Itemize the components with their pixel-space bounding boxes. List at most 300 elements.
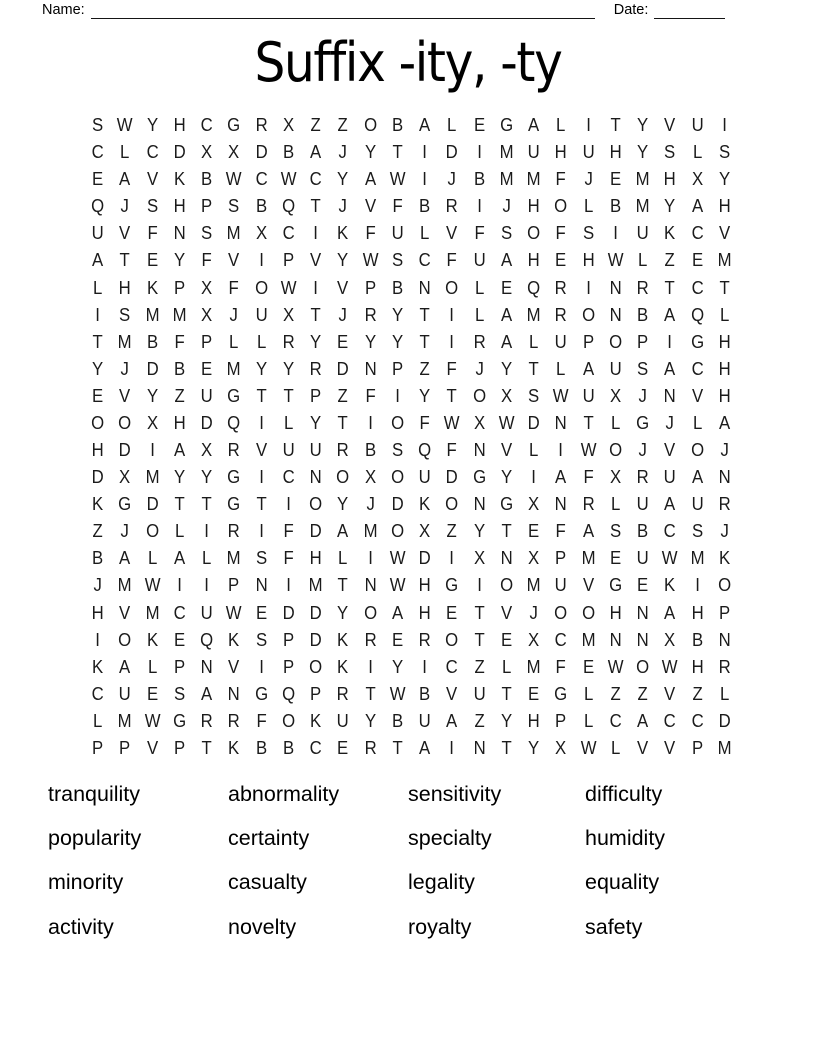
grid-letter: J — [720, 440, 729, 461]
grid-letter: L — [147, 548, 157, 569]
grid-letter: T — [337, 412, 348, 433]
grid-letter: J — [529, 602, 538, 623]
grid-letter: J — [638, 385, 647, 406]
grid-letter: N — [554, 412, 567, 433]
grid-letter: V — [664, 683, 676, 704]
grid-letter: R — [282, 331, 295, 352]
grid-letter: E — [555, 250, 567, 271]
grid-letter: E — [92, 385, 104, 406]
grid-letter: Y — [364, 710, 376, 731]
grid-letter: M — [581, 629, 596, 650]
grid-letter: F — [228, 277, 239, 298]
grid-letter: T — [174, 494, 185, 515]
page-title: Suffix -ity, -ty — [254, 31, 562, 94]
grid-letter: U — [309, 440, 322, 461]
grid-letter: O — [608, 331, 622, 352]
grid-letter: W — [225, 602, 242, 623]
grid-letter: V — [500, 602, 512, 623]
grid-letter: Y — [146, 115, 158, 136]
grid-letter: I — [585, 115, 591, 136]
word-item: royalty — [408, 914, 472, 939]
grid-letter: B — [391, 115, 403, 136]
grid-letter: N — [636, 602, 649, 623]
grid-letter: Q — [200, 629, 214, 650]
grid-letter: R — [636, 467, 649, 488]
grid-letter: Z — [92, 521, 103, 542]
grid-letter: J — [120, 196, 130, 217]
grid-letter: B — [146, 331, 158, 352]
grid-letter: A — [310, 142, 322, 163]
grid-letter: G — [118, 494, 132, 515]
grid-letter: B — [391, 710, 403, 731]
grid-letter: X — [473, 548, 485, 569]
grid-letter: U — [636, 494, 649, 515]
grid-letter: B — [473, 169, 485, 190]
grid-letter: I — [258, 521, 264, 542]
grid-letter: Y — [255, 358, 267, 379]
grid-letter: B — [419, 196, 431, 217]
grid-letter: M — [690, 548, 705, 569]
grid-letter: F — [392, 196, 403, 217]
grid-letter: S — [637, 358, 649, 379]
grid-letter: T — [419, 304, 430, 325]
grid-letter: R — [554, 277, 567, 298]
grid-letter: I — [449, 331, 455, 352]
grid-letter: N — [200, 656, 213, 677]
grid-letter: D — [91, 467, 104, 488]
grid-letter: L — [147, 656, 157, 677]
word-item: safety — [585, 914, 643, 939]
grid-letter: O — [554, 602, 568, 623]
grid-letter: X — [609, 467, 621, 488]
grid-letter: K — [92, 494, 104, 515]
grid-letter: W — [580, 737, 597, 758]
grid-letter: M — [717, 737, 732, 758]
grid-letter: M — [226, 223, 241, 244]
grid-letter: D — [309, 629, 322, 650]
grid-letter: E — [473, 115, 485, 136]
grid-letter: M — [145, 304, 160, 325]
grid-letter: P — [582, 331, 594, 352]
grid-letter: Z — [610, 683, 621, 704]
grid-letter: M — [145, 602, 160, 623]
grid-letter: U — [663, 467, 676, 488]
grid-letter: U — [282, 440, 295, 461]
grid-letter: E — [446, 602, 458, 623]
grid-letter: D — [309, 602, 322, 623]
grid-letter: U — [609, 358, 622, 379]
grid-letter: K — [173, 169, 185, 190]
grid-letter: I — [313, 223, 318, 244]
grid-letter: N — [309, 467, 322, 488]
grid-letter: U — [582, 385, 595, 406]
grid-letter: P — [173, 656, 185, 677]
grid-letter: H — [718, 331, 731, 352]
grid-letter: K — [228, 737, 240, 758]
grid-letter: A — [555, 467, 567, 488]
grid-letter: O — [636, 656, 650, 677]
grid-letter: K — [146, 277, 158, 298]
grid-letter: B — [282, 737, 294, 758]
grid-letter: I — [258, 250, 264, 271]
grid-letter: D — [418, 548, 431, 569]
grid-letter: C — [663, 521, 676, 542]
grid-letter: G — [608, 575, 622, 596]
grid-letter: H — [527, 250, 540, 271]
grid-letter: I — [313, 277, 318, 298]
word-search-grid — [84, 112, 738, 762]
grid-letter: X — [473, 412, 485, 433]
grid-letter: H — [173, 115, 186, 136]
grid-letter: N — [364, 575, 377, 596]
grid-letter: Y — [637, 115, 649, 136]
name-label: Name: — [42, 2, 85, 18]
grid-letter: X — [282, 304, 294, 325]
grid-letter: X — [528, 629, 540, 650]
grid-letter: L — [556, 358, 566, 379]
grid-letter: D — [173, 142, 186, 163]
grid-letter: T — [392, 737, 403, 758]
grid-letter: W — [443, 412, 460, 433]
grid-letter: E — [500, 629, 512, 650]
grid-letter: T — [474, 602, 485, 623]
grid-letter: V — [664, 737, 676, 758]
grid-letter: U — [691, 115, 704, 136]
grid-letter: F — [419, 412, 430, 433]
grid-letter: E — [92, 169, 104, 190]
grid-letter: W — [661, 656, 678, 677]
grid-letter: L — [338, 548, 348, 569]
grid-letter: D — [391, 494, 404, 515]
grid-letter: R — [718, 656, 731, 677]
grid-letter: S — [201, 223, 213, 244]
grid-letter: K — [337, 223, 349, 244]
grid-letter: G — [227, 494, 241, 515]
grid-letter: C — [255, 169, 268, 190]
grid-letter: X — [419, 521, 431, 542]
grid-letter: O — [690, 440, 704, 461]
grid-letter: H — [663, 169, 676, 190]
grid-letter: J — [638, 440, 647, 461]
grid-letter: W — [280, 169, 297, 190]
grid-letter: E — [609, 548, 621, 569]
grid-letter: K — [92, 656, 104, 677]
grid-letter: O — [390, 412, 404, 433]
grid-letter: V — [119, 385, 131, 406]
grid-letter: X — [201, 304, 213, 325]
grid-letter: T — [474, 629, 485, 650]
grid-letter: M — [172, 304, 187, 325]
grid-letter: A — [691, 196, 703, 217]
grid-letter: N — [663, 385, 676, 406]
grid-letter: O — [608, 440, 622, 461]
grid-letter: A — [119, 548, 131, 569]
grid-letter: I — [476, 142, 482, 163]
grid-letter: Q — [281, 196, 295, 217]
grid-letter: T — [501, 683, 512, 704]
grid-letter: Y — [337, 494, 349, 515]
grid-letter: A — [92, 250, 104, 271]
grid-letter: R — [227, 710, 240, 731]
grid-letter: V — [446, 683, 458, 704]
grid-letter: P — [282, 656, 294, 677]
grid-letter: G — [227, 115, 241, 136]
grid-letter: C — [554, 629, 567, 650]
grid-letter: T — [256, 494, 267, 515]
grid-letter: I — [613, 223, 618, 244]
grid-letter: L — [419, 223, 430, 244]
grid-letter: U — [554, 575, 567, 596]
grid-letter: I — [286, 575, 291, 596]
grid-letter: A — [337, 521, 349, 542]
grid-letter: C — [418, 250, 431, 271]
grid-letter: A — [500, 331, 512, 352]
grid-letter: R — [200, 710, 213, 731]
grid-letter: S — [255, 548, 267, 569]
grid-letter: T — [419, 331, 430, 352]
grid-letter: N — [609, 629, 622, 650]
grid-letter: R — [227, 440, 240, 461]
grid-letter: Z — [337, 385, 348, 406]
grid-letter: E — [528, 683, 540, 704]
grid-letter: D — [146, 358, 159, 379]
grid-letter: J — [720, 521, 729, 542]
grid-letter: K — [146, 629, 158, 650]
grid-letter: N — [364, 358, 377, 379]
grid-letter: B — [282, 142, 294, 163]
grid-letter: Y — [282, 358, 294, 379]
grid-letter: G — [172, 710, 186, 731]
grid-letter: C — [445, 656, 458, 677]
word-item: casualty — [228, 870, 307, 895]
grid-letter: S — [228, 196, 240, 217]
grid-letter: M — [526, 656, 541, 677]
grid-letter: L — [692, 142, 702, 163]
grid-letter: C — [691, 277, 704, 298]
grid-letter: M — [117, 710, 132, 731]
grid-letter: D — [718, 710, 731, 731]
grid-letter: W — [389, 575, 406, 596]
grid-letter: P — [173, 277, 185, 298]
grid-letter: Y — [310, 331, 322, 352]
grid-letter: X — [282, 115, 294, 136]
grid-letter: L — [92, 710, 103, 731]
grid-letter: M — [117, 575, 132, 596]
grid-letter: N — [255, 575, 268, 596]
grid-letter: V — [582, 575, 594, 596]
grid-letter: H — [527, 196, 540, 217]
grid-letter: B — [691, 629, 703, 650]
grid-letter: R — [445, 196, 458, 217]
grid-letter: N — [500, 548, 513, 569]
grid-letter: F — [474, 223, 485, 244]
grid-letter: A — [664, 602, 676, 623]
grid-letter: I — [367, 412, 373, 433]
grid-letter: I — [585, 277, 591, 298]
grid-letter: C — [691, 710, 704, 731]
grid-letter: L — [719, 683, 730, 704]
grid-letter: M — [635, 196, 650, 217]
grid-letter: P — [391, 358, 403, 379]
grid-letter: G — [636, 412, 650, 433]
grid-letter: A — [664, 304, 676, 325]
grid-letter: L — [637, 250, 648, 271]
grid-letter: I — [177, 575, 182, 596]
grid-letter: A — [173, 440, 185, 461]
grid-letter: W — [389, 169, 406, 190]
grid-letter: V — [718, 223, 730, 244]
grid-letter: A — [173, 548, 185, 569]
grid-letter: P — [228, 575, 240, 596]
grid-letter: M — [526, 304, 541, 325]
grid-letter: E — [500, 277, 512, 298]
grid-letter: P — [119, 737, 131, 758]
grid-letter: K — [664, 223, 676, 244]
word-item: tranquility — [48, 781, 141, 806]
grid-letter: H — [91, 602, 104, 623]
grid-letter: Y — [391, 304, 403, 325]
grid-letter: L — [120, 142, 130, 163]
grid-letter: P — [282, 629, 294, 650]
grid-letter: W — [389, 683, 406, 704]
grid-letter: I — [476, 575, 482, 596]
grid-letter: X — [201, 440, 213, 461]
grid-letter: I — [95, 304, 100, 325]
grid-letter: R — [718, 494, 731, 515]
grid-letter: R — [636, 277, 649, 298]
grid-letter: S — [92, 115, 104, 136]
grid-letter: P — [637, 331, 649, 352]
grid-letter: R — [582, 494, 595, 515]
grid-letter: T — [201, 737, 212, 758]
grid-letter: E — [337, 737, 349, 758]
grid-letter: J — [583, 169, 593, 190]
grid-letter: L — [528, 440, 539, 461]
grid-letter: U — [118, 683, 131, 704]
grid-letter: R — [336, 683, 349, 704]
grid-letter: K — [419, 494, 431, 515]
grid-letter: I — [722, 115, 727, 136]
grid-letter: O — [281, 710, 295, 731]
grid-letter: W — [362, 250, 379, 271]
grid-letter: D — [336, 358, 349, 379]
grid-letter: C — [663, 710, 676, 731]
grid-letter: F — [555, 521, 566, 542]
grid-letter: B — [173, 358, 185, 379]
grid-letter: X — [691, 169, 703, 190]
grid-letter: S — [718, 142, 730, 163]
grid-letter: I — [149, 440, 155, 461]
grid-letter: Y — [637, 142, 649, 163]
grid-letter: H — [718, 358, 731, 379]
grid-letter: O — [390, 467, 404, 488]
grid-letter: E — [528, 521, 540, 542]
grid-letter: I — [476, 196, 482, 217]
grid-letter: V — [691, 385, 703, 406]
grid-letter: I — [258, 656, 264, 677]
grid-letter: U — [336, 710, 349, 731]
grid-letter: T — [719, 277, 730, 298]
grid-letter: D — [200, 412, 213, 433]
grid-letter: I — [95, 629, 100, 650]
grid-letter: C — [309, 169, 322, 190]
grid-letter: E — [391, 629, 403, 650]
grid-letter: G — [499, 115, 513, 136]
grid-letter: I — [558, 440, 564, 461]
grid-letter: E — [173, 629, 185, 650]
grid-letter: L — [201, 548, 212, 569]
grid-letter: N — [554, 494, 567, 515]
grid-letter: X — [201, 277, 213, 298]
grid-letter: O — [499, 575, 513, 596]
date-blank-line — [654, 4, 725, 19]
grid-letter: M — [717, 250, 732, 271]
grid-letter: U — [473, 683, 486, 704]
grid-letter: U — [200, 602, 213, 623]
grid-letter: Y — [473, 521, 485, 542]
grid-letter: L — [92, 277, 103, 298]
grid-letter: C — [691, 223, 704, 244]
grid-letter: Y — [364, 331, 376, 352]
grid-letter: C — [200, 115, 213, 136]
grid-letter: Z — [474, 656, 485, 677]
grid-letter: F — [446, 250, 457, 271]
grid-letter: F — [555, 169, 566, 190]
grid-letter: F — [283, 548, 294, 569]
grid-letter: J — [365, 494, 375, 515]
grid-letter: O — [363, 115, 377, 136]
grid-letter: K — [718, 548, 730, 569]
grid-letter: W — [280, 277, 297, 298]
grid-letter: H — [173, 412, 186, 433]
grid-letter: R — [336, 440, 349, 461]
grid-letter: B — [637, 521, 649, 542]
grid-letter: H — [91, 440, 104, 461]
grid-letter: I — [367, 656, 373, 677]
grid-letter: B — [92, 548, 104, 569]
grid-letter: A — [691, 467, 703, 488]
grid-letter: T — [337, 575, 348, 596]
grid-letter: J — [502, 196, 511, 217]
grid-letter: L — [610, 412, 621, 433]
grid-letter: Y — [664, 196, 676, 217]
grid-letter: H — [691, 602, 704, 623]
header-row — [42, 2, 746, 19]
grid-letter: F — [201, 250, 212, 271]
grid-letter: I — [422, 142, 427, 163]
grid-letter: S — [119, 304, 131, 325]
grid-letter: Q — [418, 440, 432, 461]
grid-letter: W — [498, 412, 515, 433]
word-list — [48, 772, 764, 950]
grid-letter: C — [146, 142, 159, 163]
grid-letter: S — [173, 683, 185, 704]
grid-letter: V — [337, 277, 349, 298]
grid-letter: T — [310, 304, 321, 325]
grid-letter: M — [499, 142, 514, 163]
word-item: legality — [408, 870, 475, 895]
grid-letter: T — [501, 521, 512, 542]
grid-letter: A — [582, 358, 594, 379]
grid-letter: X — [228, 142, 240, 163]
grid-letter: Y — [201, 467, 213, 488]
grid-letter: C — [173, 602, 186, 623]
grid-letter: B — [201, 169, 213, 190]
grid-letter: Y — [337, 250, 349, 271]
grid-letter: A — [119, 169, 131, 190]
grid-letter: G — [499, 494, 513, 515]
grid-letter: H — [173, 196, 186, 217]
